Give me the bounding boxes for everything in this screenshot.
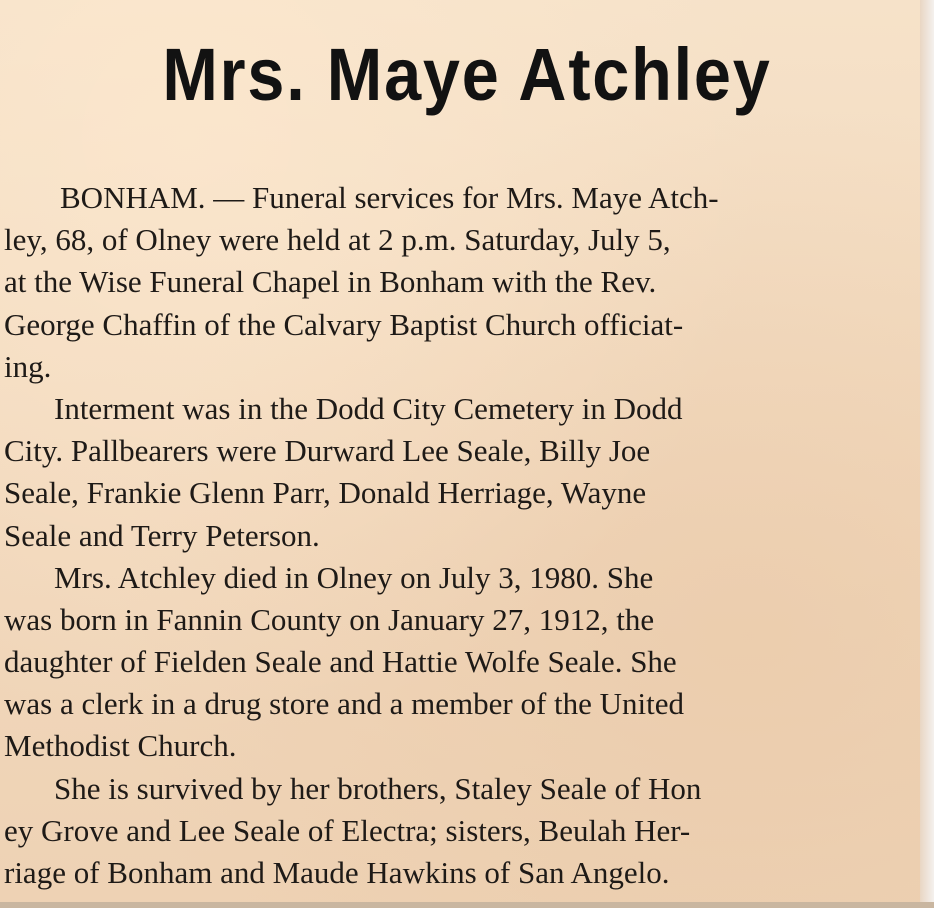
obituary-body	[4, 177, 922, 894]
paragraph-funeral	[4, 177, 922, 388]
paragraph-biography	[4, 557, 922, 768]
text-line: riage of Bonham and Maude Hawkins of San Angelo.	[4, 855, 670, 890]
text-line: ing.	[4, 348, 52, 384]
text-line: ey Grove and Lee Seale of Electra; sisters, Beulah Her-	[4, 812, 691, 848]
obituary-headline: Mrs. Maye Atchley	[162, 33, 772, 116]
paragraph-survivors	[4, 768, 922, 895]
paragraph-interment	[4, 388, 922, 557]
clipping-bottom-edge	[0, 902, 934, 908]
text-line: Mrs. Atchley died in Olney on July 3, 1980. She	[54, 559, 654, 595]
text-line: Seale and Terry Peterson.	[4, 517, 320, 553]
text-line: daughter of Fielden Seale and Hattie Wolfe Seale. She	[4, 644, 677, 680]
text-line: BONHAM. — Funeral services for Mrs. Maye Atch-	[60, 180, 719, 215]
paper-edge	[920, 0, 934, 908]
text-line: City. Pallbearers were Durward Lee Seale, Billy Joe	[4, 433, 651, 469]
text-line: Methodist Church.	[4, 728, 237, 764]
text-line: She is survived by her brothers, Staley Seale of Hon	[54, 770, 702, 806]
text-line: at the Wise Funeral Chapel in Bonham with the Rev.	[4, 264, 657, 300]
text-line: Seale, Frankie Glenn Parr, Donald Herriage, Wayne	[4, 475, 647, 511]
text-line: ley, 68, of Olney were held at 2 p.m. Saturday, July 5,	[4, 222, 671, 258]
text-line: George Chaffin of the Calvary Baptist Church officiat-	[4, 306, 684, 342]
text-line: Interment was in the Dodd City Cemetery in Dodd	[54, 390, 683, 426]
text-line: was a clerk in a drug store and a member of the United	[4, 686, 685, 722]
text-line: was born in Fannin County on January 27, 1912, the	[4, 601, 655, 637]
